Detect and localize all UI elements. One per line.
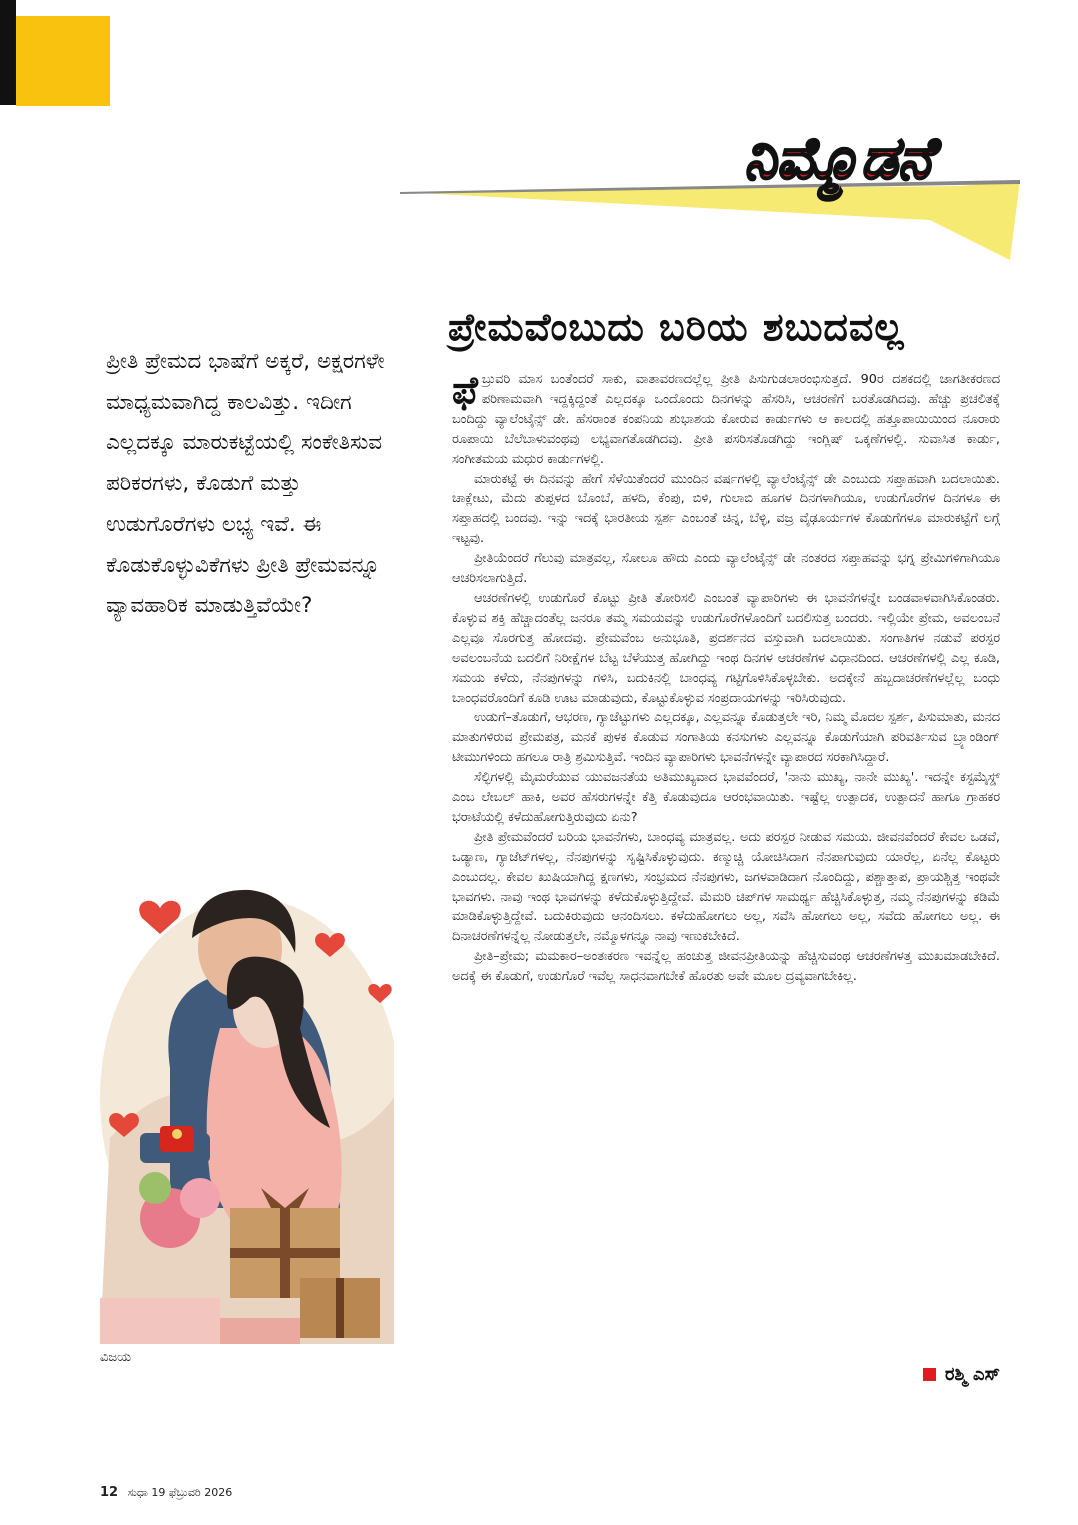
page-number: 12 xyxy=(100,1485,119,1500)
article-paragraph: ಪ್ರೀತಿ ಪ್ರೇಮವೆಂದರೆ ಬರಿಯ ಭಾವನೆಗಳು, ಬಾಂಧವ್ಯ ಮಾತ್ರವಲ್ಲ. ಅದು ಪರಸ್ಪರ ನೀಡುವ ಸಮಯ. ಜೀವನವೆಂದರೆ ಕೇವಲ ಒಡವೆ, ಒಡ್ಯಾಣ, ಗ್ಯಾಜೆಟ್‌ಗಳಲ್ಲ, ನೆನಪುಗಳನ್ನು ಸೃಷ್ಟಿಸಿಕೊಳ್ಳುವುದು. ಕಣ್ಮುಚ್ಚಿ ಯೋಚಿಸಿದಾಗ ನೆನಪಾಗುವುದು ಯಾರೆಲ್ಲ, ಏನೆಲ್ಲ ಕೊಟ್ಟರು ಎಂಬುದಲ್ಲ. ಕೇವಲ ಖುಷಿಯಾಗಿದ್ದ ಕ್ಷಣಗಳು, ಸಂಭ್ರಮದ ನೆನಪುಗಳು, ಜಗಳವಾಡಿದಾಗ ನೊಂದಿದ್ದು, ಪಶ್ಚಾತ್ತಾಪ, ಪ್ರಾಯಶ್ಚಿತ್ತ ಇಂಥವೇ ಭಾವಗಳು. ನಾವು ಇಂಥ ಭಾವಗಳನ್ನು ಕಳೆದುಕೊಳ್ಳುತ್ತಿದ್ದೇವೆ. ಮೆಮರಿ ಚಿಪ್‌ಗಳ ಸಾಮರ್ಥ್ಯ ಹೆಚ್ಚಿಸಿಕೊಳ್ಳುತ್ತ, ನಮ್ಮ ನೆನಪುಗಳನ್ನು ಕಡಿಮೆ ಮಾಡಿಕೊಳ್ಳುತ್ತಿದ್ದೇವೆ. ಬದುಕಿರುವುದು ಆನಂದಿಸಲು. ಕಳೆದುಹೋಗಲು ಅಲ್ಲ, ಸವೆಸಿ ಹೋಗಲು ಅಲ್ಲ, ಸವೆದು ಹೋಗಲು ಅಲ್ಲ. ಈ ದಿನಾಚರಣೆಗಳನ್ನೆಲ್ಲ ನೋಡುತ್ತಲೇ, ನಮ್ಮೊಳಗನ್ನೂ ನಾವು ಇಣುಕಬೇಕಿದೆ. xyxy=(452,829,1000,945)
article-paragraph-text: ಬ್ರುವರಿ ಮಾಸ ಬಂತೆಂದರೆ ಸಾಕು, ವಾತಾವರಣದಲ್ಲೆಲ್ಲ ಪ್ರೀತಿ ಪಿಸುಗುಡಲಾರಂಭಿಸುತ್ತದೆ. 90ರ ದಶಕದಲ್ಲಿ ಜಾಗತೀಕರಣದ ಪರಿಣಾಮವಾಗಿ ಇದ್ದಕ್ಕಿದ್ದಂತೆ ಎಲ್ಲದಕ್ಕೂ ಒಂದೊಂದು ದಿನಗಳನ್ನು ಹೆಸರಿಸಿ, ಆಚರಣೆಗೆ ಬರತೊಡಗಿದವು. ಹೆಚ್ಚು ಪ್ರಚಲಿತಕ್ಕೆ ಬಂದಿದ್ದು ವ್ಯಾಲೆಂಟೈನ್ಸ್ ಡೇ. ಹೆಸರಾಂತ ಕಂಪನಿಯ ಶುಭಾಶಯ ಕೋರುವ ಕಾರ್ಡುಗಳು ಆ ಕಾಲದಲ್ಲಿ ಹತ್ತೂಪಾಯಿಯಿಂದ ನೂರಾರು ರೂಪಾಯಿ ಬೆಲೆಬಾಳುವಂಥವು ಲಭ್ಯವಾಗತೊಡಗಿದವು. ಪ್ರೀತಿ ಪಸರಿಸತೊಡಗಿದ್ದು ಇಂಗ್ಲಿಷ್ ಒಕ್ಕಣೆಗಳಲ್ಲಿ. ಸುವಾಸಿತ ಕಾರ್ಡು, ಸಂಗೀತಮಯ ಮಧುರ ಕಾರ್ಡುಗಳಲ್ಲಿ. xyxy=(452,372,1000,467)
page-footer xyxy=(100,1485,232,1500)
article-paragraph: ಪ್ರೀತಿಯೆಂದರೆ ಗೆಲುವು ಮಾತ್ರವಲ್ಲ, ಸೋಲೂ ಹೌದು ಎಂದು ವ್ಯಾಲೆಂಟೈನ್ಸ್ ಡೇ ನಂತರದ ಸಪ್ತಾಹವನ್ನು ಭಗ್ನ ಪ್ರೇಮಿಗಳಿಗಾಗಿಯೂ ಆಚರಿಸಲಾಗುತ್ತಿದೆ. xyxy=(452,551,1000,587)
article-paragraph xyxy=(452,370,1000,470)
corner-yellow-block xyxy=(16,16,110,106)
couple-gift-illustration xyxy=(100,878,394,1344)
headline: ಪ್ರೇಮವೆಂಬುದು ಬರಿಯ ಶಬುದವಲ್ಲ xyxy=(448,305,905,349)
section-logo xyxy=(668,106,1008,206)
dropcap: ಫೆ xyxy=(452,368,478,412)
article-paragraph: ಉಡುಗೆ–ತೊಡುಗೆ, ಆಭರಣ, ಗ್ಯಾಜೆಟ್ಟುಗಳು ಎಲ್ಲದಕ್ಕೂ, ಎಲ್ಲವನ್ನೂ ಕೊಡುತ್ತಲೇ ಇರಿ, ನಿಮ್ಮ ಮೊದಲ ಸ್ಪರ್ಶ, ಪಿಸುಮಾತು, ಮನದ ಮಾತುಗಳಿರುವ ಪ್ರೇಮಪತ್ರ, ಮನಕೆ ಪುಳಕ ಕೊಡುವ ಸಂಗಾತಿಯ ಕನಸುಗಳು ಎಲ್ಲವನ್ನೂ ಕೊಡುಗೆಯಾಗಿ ಪರಿವರ್ತಿಸುವ ಬ್ರ್ಯಾಂಡಿಂಗ್ ಟೀಮುಗಳಿಂದು ಹಗಲೂ ರಾತ್ರಿ ಶ್ರಮಿಸುತ್ತಿವೆ. ಇಂದಿನ ವ್ಯಾಪಾರಿಗಳು ಭಾವನೆಗಳನ್ನೇ ವ್ಯಾಪಾರದ ಸರಕಾಗಿಸಿದ್ದಾರೆ. xyxy=(452,710,1000,766)
illustration-caption: ವಿಜಯ xyxy=(100,1350,132,1365)
issue-info: ಸುಧಾ 19 ಫೆಬ್ರುವರಿ 2026 xyxy=(127,1486,233,1499)
section-logo-text: ನಿಮ್ಮೊಡನೆ xyxy=(743,124,933,192)
pull-quote: ಪ್ರೀತಿ ಪ್ರೇಮದ ಭಾಷೆಗೆ ಅಕ್ಕರೆ, ಅಕ್ಷರಗಳೇ ಮಾಧ್ಯಮವಾಗಿದ್ದ ಕಾಲವಿತ್ತು. ಇದೀಗ ಎಲ್ಲದಕ್ಕೂ ಮಾರುಕಟ್ಟೆಯಲ್ಲಿ ಸಂಕೇತಿಸುವ ಪರಿಕರಗಳು, ಕೊಡುಗೆ ಮತ್ತು ಉಡುಗೊರೆಗಳು ಲಭ್ಯ ಇವೆ. ಈ ಕೊಡುಕೊಳ್ಳುವಿಕೆಗಳು ಪ್ರೀತಿ ಪ್ರೇಮವನ್ನೂ ವ್ಯಾವಹಾರಿಕ ಮಾಡುತ್ತಿವೆಯೇ? xyxy=(106,349,385,619)
byline-author: ರಶ್ಮಿ ಎಸ್ xyxy=(944,1364,1000,1385)
article-paragraph: ಆಚರಣೆಗಳಲ್ಲಿ ಉಡುಗೊರೆ ಕೊಟ್ಟು ಪ್ರೀತಿ ತೋರಿಸಲಿ ಎಂಬಂತೆ ವ್ಯಾಪಾರಿಗಳು ಈ ಭಾವನೆಗಳನ್ನೇ ಬಂಡವಾಳವಾಗಿಸಿಕೊಂಡರು. ಕೊಳ್ಳುವ ಶಕ್ತಿ ಹೆಚ್ಚಾದಂತೆಲ್ಲ ಜನರೂ ತಮ್ಮ ಸಮಯವನ್ನು ಉಡುಗೊರೆಗಳೊಂದಿಗೆ ಬದಲಿಸುತ್ತ ಬಂದರು. ಇಲ್ಲಿಯೇ ಪ್ರೇಮ, ಅವಲಂಬನೆ ಎಲ್ಲವೂ ಸೊರಗುತ್ತ ಹೋದವು. ಪ್ರೇಮವೆಂಬ ಅನುಭೂತಿ, ಪ್ರದರ್ಶನದ ವಸ್ತುವಾಗಿ ಬದಲಾಯಿತು. ಸಂಗಾತಿಗಳ ನಡುವೆ ಪರಸ್ಪರ ಅವಲಂಬನೆಯ ಬದಲಿಗೆ ನಿರೀಕ್ಷೆಗಳ ಬೆಟ್ಟ ಬೆಳೆಯುತ್ತ ಹೋಗಿದ್ದು ಇಂಥ ದಿನಗಳ ಆಚರಣೆಗಳ ವಿಧಾನದಿಂದ. ಆಚರಣೆಗಳಲ್ಲಿ ಎಲ್ಲ ಕೂಡಿ, ಸಮಯ ಕಳೆದು, ನೆನಪುಗಳನ್ನು ಗಳಿಸಿ, ಬದುಕಿನಲ್ಲಿ ಬಾಂಧವ್ಯ ಗಟ್ಟಿಗೊಳಿಸಿಕೊಳ್ಳಬೇಕು. ಅದಕ್ಕೇನೆ ಹಬ್ಬದಾಚರಣೆಗಳಲ್ಲೆಲ್ಲ ಬಂಧು ಬಾಂಧವರೊಂದಿಗೆ ಕೂಡಿ ಊಟ ಮಾಡುವುದು, ಕೊಟ್ಟುಕೊಳ್ಳುವ ಸಂಪ್ರದಾಯಗಳನ್ನು ಇರಿಸಿರುವುದು. xyxy=(452,590,1000,706)
article-body xyxy=(452,370,1000,987)
article-paragraph: ಪ್ರೀತಿ–ಪ್ರೇಮ; ಮಮಕಾರ–ಅಂತಃಕರಣ ಇವನ್ನೆಲ್ಲ ಹಂಚುತ್ತ ಜೀವನಪ್ರೀತಿಯನ್ನು ಹೆಚ್ಚಿಸುವಂಥ ಆಚರಣೆಗಳತ್ತ ಮುಖಮಾಡಬೇಕಿದೆ. ಅದಕ್ಕೆ ಈ ಕೊಡುಗೆ, ಉಡುಗೊರೆ ಇವೆಲ್ಲ ಸಾಧನವಾಗಬೇಕೆ ಹೊರತು ಅವೇ ಮೂಲ ದ್ರವ್ಯವಾಗಬೇಕಿಲ್ಲ. xyxy=(452,949,1000,985)
square-bullet-icon xyxy=(923,1368,936,1381)
article-paragraph: ಸೆಲ್ಫಿಗಳಲ್ಲಿ ಮೈಮರೆಯುವ ಯುವಜನತೆಯ ಅತಿಮುಖ್ಯವಾದ ಭಾವವೆಂದರೆ, 'ನಾನು ಮುಖ್ಯ, ನಾನೇ ಮುಖ್ಯ'. ಇದನ್ನೇ ಕಸ್ಟಮೈಸ್ಡ್ ಎಂಬ ಲೇಬಲ್ ಹಾಕಿ, ಅವರ ಹೆಸರುಗಳನ್ನೇ ಕೆತ್ತಿ ಕೊಡುವುದೂ ಆರಂಭವಾಯಿತು. ಇಷ್ಟೆಲ್ಲ ಉತ್ಪಾದಕ, ಉತ್ಪಾದನೆ ಹಾಗೂ ಗ್ರಾಹಕರ ಭರಾಟೆಯಲ್ಲಿ ಕಳೆದುಹೋಗುತ್ತಿರುವುದು ಏನು? xyxy=(452,770,1000,825)
corner-black-bar xyxy=(0,0,16,105)
article-paragraph: ಮಾರುಕಟ್ಟೆ ಈ ದಿನವನ್ನು ಹೇಗೆ ಸೆಳೆಯಿತೆಂದರೆ ಮುಂದಿನ ವರ್ಷಗಳಲ್ಲಿ ವ್ಯಾಲೆಂಟೈನ್ಸ್ ಡೇ ಎಂಬುದು ಸಪ್ತಾಹವಾಗಿ ಬದಲಾಯಿತು. ಚಾಕ್ಲೇಟು, ಮೆದು ತುಪ್ಪಳದ ಬೊಂಬೆ, ಹಳದಿ, ಕೆಂಪು, ಬಿಳಿ, ಗುಲಾಬಿ ಹೂಗಳ ದಿನಗಳಾಗಿಯೂ, ಉಡುಗೊರೆಗಳ ದಿನಗಳೂ ಈ ಸಪ್ತಾಹದಲ್ಲಿ ಬಂದವು. ಇನ್ನು ಇದಕ್ಕೆ ಭಾರತೀಯ ಸ್ಪರ್ಶ ಎಂಬಂತೆ ಚಿನ್ನ, ಬೆಳ್ಳಿ, ವಜ್ರ ವೈಢೂರ್ಯಗಳ ಕೊಡುಗೆಗಳೂ ಮಾರುಕಟ್ಟೆಗೆ ಲಗ್ಗೆ ಇಟ್ಟವು. xyxy=(452,471,1000,547)
byline xyxy=(923,1364,1000,1385)
